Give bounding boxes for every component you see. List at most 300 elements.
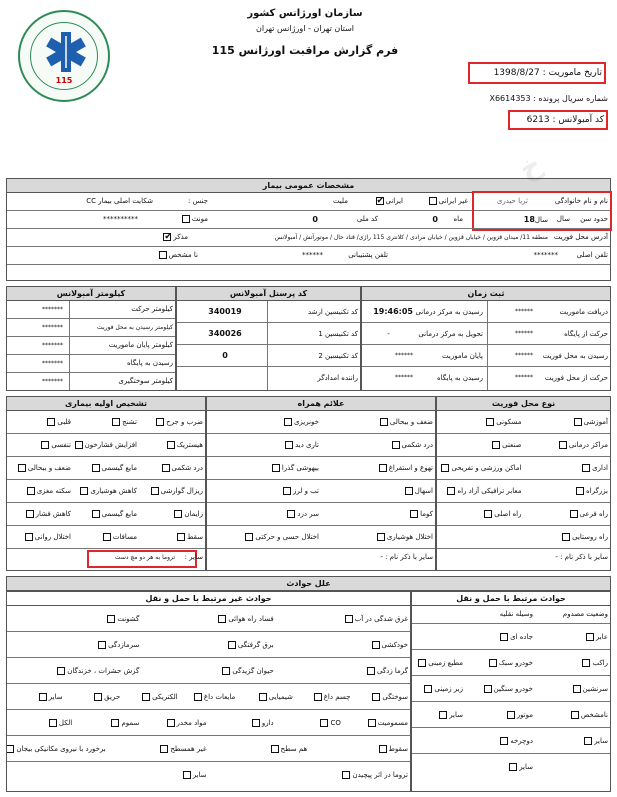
transport-side-checkbox[interactable]: [439, 711, 447, 719]
unknown-option[interactable]: [130, 247, 200, 264]
symptom-option[interactable]: [207, 480, 321, 503]
cause-label: گزش حشرات ، خزندگان: [67, 667, 140, 675]
symptoms-grid: [206, 411, 436, 571]
symptoms-other-row: [207, 549, 435, 570]
symptom-option[interactable]: [321, 411, 435, 434]
diagnosis-label: ریزال گوارشی: [160, 487, 203, 495]
female-checkbox[interactable]: [182, 215, 190, 223]
cause-label: غرق شدگی در آب: [354, 615, 408, 623]
location-option[interactable]: [437, 457, 524, 480]
cause-checkbox[interactable]: [314, 693, 322, 701]
complaint-value: **********: [103, 215, 138, 223]
diagnosis-checkbox[interactable]: [92, 464, 100, 472]
location-option[interactable]: [437, 503, 524, 526]
cause-option[interactable]: [295, 684, 353, 710]
location-row: [437, 434, 610, 457]
symptom-label: اختلال هوشیاری: [386, 533, 433, 541]
cause-label: سوختگی: [382, 693, 408, 701]
org-title: سازمان اورژانس کشور: [247, 8, 363, 19]
location-checkbox[interactable]: [574, 418, 582, 426]
location-option[interactable]: [524, 526, 611, 549]
cause-option[interactable]: [7, 658, 141, 684]
cause-checkbox[interactable]: [94, 693, 102, 701]
timing-right-value-1: ******: [515, 308, 533, 315]
cause-checkbox[interactable]: [218, 615, 226, 623]
cause-label: حریق: [104, 693, 121, 701]
symptom-checkbox[interactable]: [272, 464, 280, 472]
transport-checkbox[interactable]: [571, 711, 579, 719]
transport-option[interactable]: [465, 754, 535, 780]
iranian-option[interactable]: [350, 193, 405, 210]
cause-checkbox[interactable]: [39, 693, 47, 701]
cause-checkbox[interactable]: [367, 667, 375, 675]
cause-option[interactable]: [276, 606, 410, 632]
diagnosis-checkbox[interactable]: [26, 510, 34, 518]
diagnosis-label: قلبی: [57, 418, 71, 426]
location-checkbox[interactable]: [441, 464, 449, 472]
unknown-label: نا مشخص: [168, 251, 198, 259]
non-iranian-option[interactable]: [405, 193, 470, 210]
symptom-label: خونریزی: [293, 418, 319, 426]
transport-option[interactable]: [465, 702, 535, 728]
age-value-wrap: [510, 211, 550, 229]
cause-option[interactable]: [141, 658, 275, 684]
location-checkbox[interactable]: [562, 533, 570, 541]
transport-option[interactable]: [465, 624, 535, 650]
transport-option[interactable]: [550, 702, 610, 728]
personnel-label-3: کد تکنیسین 2: [318, 352, 358, 360]
diagnosis-row: [7, 480, 205, 503]
transport-checkbox[interactable]: [500, 737, 508, 745]
cause-label: سرمازدگی: [108, 641, 140, 649]
unknown-checkbox[interactable]: [159, 251, 167, 259]
cause-label: مایعات داغ: [203, 693, 236, 701]
cause-label: شیمیایی: [268, 693, 293, 701]
cause-option[interactable]: [180, 684, 238, 710]
male-checkbox[interactable]: [163, 233, 171, 241]
diagnosis-option[interactable]: [7, 434, 73, 457]
transport-side-checkbox[interactable]: [418, 659, 426, 667]
symptom-label: تب و لرز: [292, 487, 319, 495]
diagnosis-option[interactable]: [73, 434, 139, 457]
cause-row: [7, 762, 410, 788]
personnel-row-3: [177, 345, 360, 367]
diagnosis-checkbox[interactable]: [151, 487, 159, 495]
transport-row: [412, 650, 610, 676]
timing-right-value-4: ******: [515, 374, 533, 381]
transport-header-victim: وضعیت مصدوم: [562, 610, 608, 618]
diagnosis-checkbox[interactable]: [92, 510, 100, 518]
cause-checkbox[interactable]: [271, 745, 279, 753]
cause-checkbox[interactable]: [142, 693, 150, 701]
gender-label: جنس :: [188, 197, 208, 205]
symptom-option[interactable]: [207, 434, 321, 457]
cause-label: برق گرفتگی: [237, 641, 274, 649]
location-option[interactable]: [524, 480, 611, 503]
transport-checkbox[interactable]: [489, 659, 497, 667]
personnel-grid: [176, 301, 361, 391]
location-header: نوع محل فوریت: [436, 396, 611, 411]
male-option[interactable]: [130, 229, 190, 246]
diagnosis-label: زایمان: [184, 510, 203, 518]
transport-option[interactable]: [550, 624, 610, 650]
symptom-option[interactable]: [321, 503, 435, 526]
location-checkbox[interactable]: [486, 418, 494, 426]
cause-option[interactable]: [108, 736, 209, 762]
diagnosis-checkbox[interactable]: [41, 441, 49, 449]
cause-checkbox[interactable]: [107, 615, 115, 623]
age-value: 18: [523, 215, 535, 224]
transport-option[interactable]: [465, 650, 535, 676]
timing-right-label-4: حرکت از محل فوریت: [544, 374, 608, 382]
personnel-label-2: کد تکنیسین 1: [318, 330, 358, 338]
cause-option[interactable]: [141, 710, 208, 736]
iranian-checkbox[interactable]: [376, 197, 384, 205]
diagnosis-option[interactable]: [139, 434, 205, 457]
symptom-label: اختلال حسی و حرکتی: [255, 533, 319, 541]
transport-checkbox[interactable]: [586, 633, 594, 641]
location-checkbox[interactable]: [484, 510, 492, 518]
diagnosis-option[interactable]: [7, 526, 73, 549]
diagnosis-checkbox[interactable]: [162, 464, 170, 472]
symptom-row: [207, 434, 435, 457]
diagnosis-checkbox[interactable]: [47, 418, 55, 426]
transport-checkbox[interactable]: [582, 659, 590, 667]
diagnosis-label: ضرب و جرح: [166, 418, 203, 426]
diagnosis-row: [7, 503, 205, 526]
cause-option[interactable]: [65, 684, 123, 710]
transport-grid: [411, 606, 611, 792]
timing-left-label-3: پایان ماموریت: [442, 352, 483, 360]
symptom-option[interactable]: [321, 526, 435, 549]
location-label: اداری: [592, 464, 608, 472]
cause-checkbox[interactable]: [228, 641, 236, 649]
cause-option[interactable]: [7, 762, 209, 788]
transport-side-option[interactable]: [412, 650, 465, 676]
km-label-4: رسیدن به پایگاه: [126, 359, 173, 367]
diagnosis-checkbox[interactable]: [167, 441, 175, 449]
transport-option[interactable]: [550, 728, 610, 754]
patient-row-2: [7, 211, 610, 229]
transport-row: [412, 754, 610, 780]
symptom-checkbox[interactable]: [284, 418, 292, 426]
cause-checkbox[interactable]: [111, 719, 119, 727]
transport-label: سایر: [519, 763, 533, 771]
diagnosis-label: مسافات: [112, 533, 137, 541]
cause-label: گرما زدگی: [377, 667, 408, 675]
non-iranian-checkbox[interactable]: [429, 197, 437, 205]
symptom-option[interactable]: [321, 434, 435, 457]
cause-option[interactable]: [141, 606, 275, 632]
location-label: اماکن ورزشی و تفریحی: [451, 464, 522, 472]
cause-label: هم سطح: [280, 745, 308, 753]
cause-checkbox[interactable]: [342, 771, 350, 779]
complaint-label: شکایت اصلی بیمار CC: [86, 197, 153, 205]
serial-value: X6614353: [489, 94, 531, 103]
cause-label: سایر: [192, 771, 207, 779]
cause-option[interactable]: [209, 762, 411, 788]
symptom-checkbox[interactable]: [283, 487, 291, 495]
transport-checkbox[interactable]: [484, 685, 492, 693]
diagnosis-checkbox[interactable]: [75, 441, 83, 449]
diagnosis-label: سقط: [186, 533, 203, 541]
transport-checkbox[interactable]: [509, 763, 517, 771]
cause-option[interactable]: [276, 658, 410, 684]
diagnosis-option[interactable]: [139, 526, 205, 549]
transport-label: خودرو سنگین: [493, 685, 533, 693]
diagnosis-option[interactable]: [7, 457, 73, 480]
cause-checkbox[interactable]: [57, 667, 65, 675]
personnel-row-2: [177, 323, 360, 345]
patient-section-header: مشخصات عمومی بیمار: [6, 178, 611, 193]
km-row-3: [7, 337, 175, 355]
cause-option[interactable]: [7, 684, 65, 710]
cause-option[interactable]: [74, 710, 141, 736]
location-option[interactable]: [524, 503, 611, 526]
cause-label: حیوان گزیدگی: [232, 667, 274, 675]
symptom-checkbox[interactable]: [392, 441, 400, 449]
location-option[interactable]: [437, 480, 524, 503]
watermark: خ: [513, 147, 547, 186]
diagnosis-header: تشخیص اولیه بیماری: [6, 396, 206, 411]
km-value-4: *******: [42, 360, 63, 367]
transport-side-label: زیر زمینی: [434, 685, 463, 693]
year-label: سال: [556, 215, 570, 223]
diagnosis-option[interactable]: [73, 503, 139, 526]
km-value-2: *******: [42, 324, 63, 331]
km-value-5: *******: [42, 378, 63, 385]
symptom-option[interactable]: [207, 526, 321, 549]
cause-option[interactable]: [276, 632, 410, 658]
diagnosis-checkbox[interactable]: [25, 533, 33, 541]
cause-option[interactable]: [309, 736, 410, 762]
timing-left-value-3: ******: [395, 352, 413, 359]
symptom-checkbox[interactable]: [377, 533, 385, 541]
symptom-checkbox[interactable]: [287, 510, 295, 518]
location-option[interactable]: [524, 457, 611, 480]
cause-label: برخورد با نیروی مکانیکی بیجان: [16, 745, 106, 753]
diagnosis-option[interactable]: [7, 503, 73, 526]
cause-checkbox[interactable]: [7, 745, 14, 753]
timing-left-value-2: -: [387, 330, 390, 338]
location-label: راه اصلی: [494, 510, 522, 518]
symptom-checkbox[interactable]: [410, 510, 418, 518]
cause-checkbox[interactable]: [372, 693, 380, 701]
transport-option[interactable]: [550, 650, 610, 676]
symptom-checkbox[interactable]: [405, 487, 413, 495]
location-option[interactable]: [524, 411, 611, 434]
diagnosis-checkbox[interactable]: [103, 533, 111, 541]
km-value-3: *******: [42, 342, 63, 349]
km-value-1: *******: [42, 306, 63, 313]
transport-checkbox[interactable]: [584, 737, 592, 745]
cause-option[interactable]: [343, 710, 410, 736]
age-unit: سال: [534, 216, 548, 224]
diagnosis-checkbox[interactable]: [112, 418, 120, 426]
diagnosis-option[interactable]: [73, 480, 139, 503]
cause-row: [7, 632, 410, 658]
cause-option[interactable]: [237, 684, 295, 710]
cause-checkbox[interactable]: [222, 667, 230, 675]
diagnosis-option[interactable]: [7, 480, 73, 503]
diagnosis-option[interactable]: [73, 526, 139, 549]
symptom-option[interactable]: [207, 411, 321, 434]
phone-value: *******: [533, 251, 558, 259]
diagnosis-row: [7, 411, 205, 434]
location-other-row: [437, 549, 610, 570]
timing-left-value-4: ******: [395, 374, 413, 381]
transport-label: عابر: [595, 633, 608, 641]
symptom-option[interactable]: [207, 503, 321, 526]
location-label: آموزشی: [583, 418, 608, 426]
diagnosis-checkbox[interactable]: [80, 487, 88, 495]
cause-checkbox[interactable]: [345, 615, 353, 623]
cause-checkbox[interactable]: [372, 641, 380, 649]
cause-option[interactable]: [141, 632, 275, 658]
location-option[interactable]: [524, 434, 611, 457]
cause-checkbox[interactable]: [160, 745, 168, 753]
cause-option[interactable]: [209, 736, 310, 762]
symptom-checkbox[interactable]: [285, 441, 293, 449]
transport-checkbox[interactable]: [500, 633, 508, 641]
transport-option[interactable]: [465, 728, 535, 754]
location-checkbox[interactable]: [582, 464, 590, 472]
symptom-label: کوما: [420, 510, 433, 518]
diagnosis-row: [7, 526, 205, 549]
km-row-2: [7, 319, 175, 337]
cause-checkbox[interactable]: [49, 719, 57, 727]
location-row: [437, 503, 610, 526]
symptom-label: ضعف و بیحالی: [389, 418, 433, 426]
transport-label: سایر: [594, 737, 608, 745]
personnel-label-1: کد تکنیسین ارشد: [307, 308, 358, 316]
km-label-1: کیلومتر حرکت: [131, 305, 173, 313]
cause-checkbox[interactable]: [379, 745, 387, 753]
ambulance-code-label: کد آمبولانس :: [552, 115, 604, 125]
diagnosis-option[interactable]: [7, 411, 73, 434]
cause-checkbox[interactable]: [320, 719, 328, 727]
cause-checkbox[interactable]: [259, 693, 267, 701]
cause-label: گشونت: [117, 615, 140, 623]
diagnosis-option[interactable]: [139, 411, 205, 434]
cause-label: الکل: [58, 719, 73, 727]
cause-label: دارو: [261, 719, 274, 727]
timing-row-1: [362, 301, 610, 323]
cause-label: سقوط: [388, 745, 408, 753]
cause-checkbox[interactable]: [368, 719, 376, 727]
location-label: مسکونی: [496, 418, 522, 426]
cause-option[interactable]: [209, 710, 276, 736]
cause-checkbox[interactable]: [167, 719, 175, 727]
diagnosis-option[interactable]: [73, 457, 139, 480]
symptom-row: [207, 526, 435, 549]
diagnosis-checkbox[interactable]: [18, 464, 26, 472]
symptom-option[interactable]: [207, 457, 321, 480]
personnel-label-4: راننده امدادگر: [317, 374, 358, 382]
cause-row: [7, 606, 410, 632]
cause-label: CO: [330, 719, 341, 727]
diagnosis-checkbox[interactable]: [177, 533, 185, 541]
cause-checkbox[interactable]: [194, 693, 202, 701]
cause-option[interactable]: [7, 632, 141, 658]
cause-option[interactable]: [7, 606, 141, 632]
symptom-checkbox[interactable]: [379, 464, 387, 472]
diagnosis-option[interactable]: [73, 411, 139, 434]
symptom-checkbox[interactable]: [245, 533, 253, 541]
cause-label: چسم داغ: [323, 693, 351, 701]
diagnosis-checkbox[interactable]: [174, 510, 182, 518]
timing-row-4: [362, 367, 610, 390]
cause-checkbox[interactable]: [252, 719, 260, 727]
diagnosis-option[interactable]: [139, 457, 205, 480]
symptom-option[interactable]: [321, 457, 435, 480]
cause-option[interactable]: [7, 736, 108, 762]
location-checkbox[interactable]: [576, 487, 584, 495]
diagnosis-checkbox[interactable]: [156, 418, 164, 426]
diagnosis-option[interactable]: [139, 503, 205, 526]
location-option[interactable]: [437, 434, 524, 457]
diagnosis-label: درد شکمی: [171, 464, 203, 472]
diagnosis-label: مایع گیسمی: [101, 464, 137, 472]
location-label: مراکز درمانی: [568, 441, 608, 449]
symptom-checkbox[interactable]: [380, 418, 388, 426]
location-checkbox[interactable]: [492, 441, 500, 449]
cause-option[interactable]: [7, 710, 74, 736]
symptom-option[interactable]: [321, 480, 435, 503]
patient-grid: [6, 193, 611, 281]
location-checkbox[interactable]: [570, 510, 578, 518]
personnel-value-2: 340026: [208, 329, 242, 338]
female-option[interactable]: [150, 211, 210, 228]
transport-option[interactable]: [465, 676, 535, 702]
km-grid: [6, 301, 176, 391]
personnel-value-1: 340019: [208, 307, 242, 316]
location-checkbox[interactable]: [447, 487, 455, 495]
cause-option[interactable]: [276, 710, 343, 736]
cause-checkbox[interactable]: [98, 641, 106, 649]
diagnosis-label: تنفسی: [51, 441, 71, 449]
cause-checkbox[interactable]: [183, 771, 191, 779]
transport-checkbox[interactable]: [573, 685, 581, 693]
transport-label: نامشخص: [580, 711, 608, 719]
transport-side-checkbox[interactable]: [424, 685, 432, 693]
location-grid: [436, 411, 611, 571]
diagnosis-checkbox[interactable]: [27, 487, 35, 495]
transport-side-option[interactable]: [412, 676, 465, 702]
location-row: [437, 480, 610, 503]
backup-phone-label: تلفن پشتیبانی: [348, 251, 388, 259]
non-iranian-label: غیر ایرانی: [438, 197, 468, 205]
timing-left-value-1: 19:46:05: [373, 307, 413, 316]
transport-side-option[interactable]: [412, 702, 465, 728]
transport-row: [412, 676, 610, 702]
transport-label: خودرو سبک: [498, 659, 533, 667]
timing-grid: [361, 301, 611, 391]
diagnosis-other-value: تروما به هر دو مچ دست: [114, 554, 175, 561]
ambulance-code-value: 6213: [526, 115, 550, 125]
transport-option[interactable]: [550, 676, 610, 702]
cause-option[interactable]: [122, 684, 180, 710]
diagnosis-option[interactable]: [139, 480, 205, 503]
location-option[interactable]: [437, 411, 524, 434]
patient-row-3: [7, 229, 610, 247]
address-value: منطقه 11/ میدان قزوین / خیابان قزوین / خیابان مرادی / کلانتری 115 راژی/ قناد حال / موتورآتش / آمبولانس: [274, 234, 548, 241]
cause-option[interactable]: [352, 684, 410, 710]
transport-checkbox[interactable]: [507, 711, 515, 719]
cause-row: [7, 684, 410, 710]
location-checkbox[interactable]: [559, 441, 567, 449]
serial-label: شماره سریال پرونده :: [533, 94, 608, 103]
